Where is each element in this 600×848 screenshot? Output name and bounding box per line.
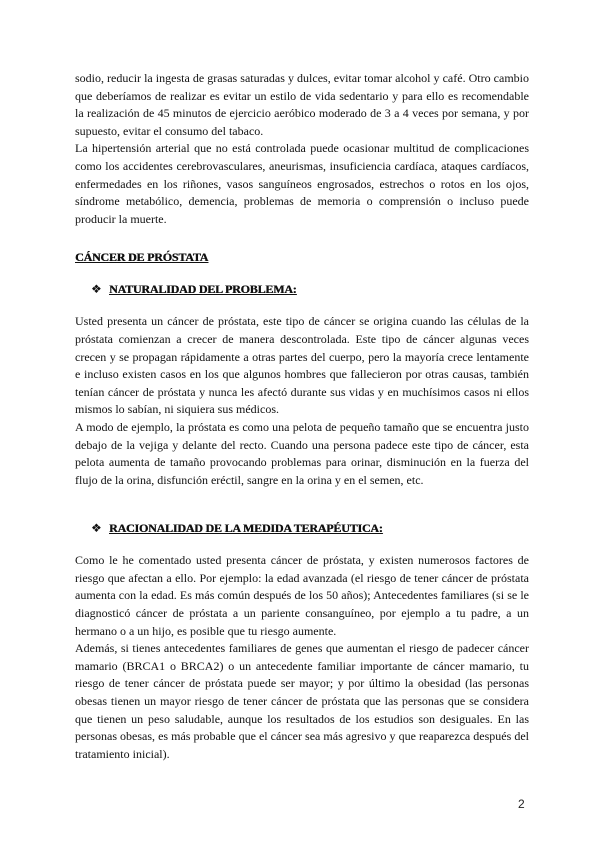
- subsection-heading-racionalidad: [91, 521, 529, 536]
- body-paragraph: A modo de ejemplo, la próstata es como una pelota de pequeño tamaño que se encuentra justo debajo de la vejiga y delante del recto. Cuando una persona padece este tipo de cáncer, esta pelota aumenta de tamaño provocando problemas para orinar, disminución en la fuerza del flujo de la orina, disfunción eréctil, sangre en la orina y en el semen, etc.: [75, 419, 529, 487]
- subsection-title: NATURALIDAD DEL PROBLEMA:: [109, 282, 297, 297]
- diamond-bullet-icon: ❖: [91, 282, 102, 297]
- subsection-heading-naturalidad: [91, 282, 529, 297]
- subsection-title: RACIONALIDAD DE LA MEDIDA TERAPÉUTICA:: [109, 521, 383, 536]
- body-paragraph: Usted presenta un cáncer de próstata, este tipo de cáncer se origina cuando las células de la próstata comienzan a crecer de manera descontrolada. Este tipo de cáncer algunas veces crecen y se propagan rápidamente a otras partes del cuerpo, pero la mayoría crece lentamente e incluso existen casos en los que algunos hombres que fallecieron por otras causas, también tenían cáncer de próstata y nunca les afectó durante sus vidas y en muchísimos casos ni ellos mismos lo sabían, ni siquiera sus médicos.: [75, 314, 529, 417]
- page-number: 2: [518, 797, 525, 811]
- page-content: [75, 70, 529, 763]
- body-paragraph: Además, si tienes antecedentes familiares de genes que aumentan el riesgo de padecer cáncer mamario (BRCA1 o BRCA2) o un antecedente familiar importante de cáncer mamario, tu riesgo de tener cáncer de próstata puede ser mayor; y por último la obesidad (las personas obesas tienen un mayor riesgo de tener cáncer de próstata que las personas que se considera que tienen un peso saludable, aunque los resultados de los estudios son desiguales. En las personas obesas, es más probable que el cáncer sea más agresivo y que reaparezca después del tratamiento inicial).: [75, 641, 529, 761]
- section-heading: CÁNCER DE PRÓSTATA: [75, 250, 209, 265]
- intro-paragraph: sodio, reducir la ingesta de grasas saturadas y dulces, evitar tomar alcohol y café. Otro cambio que deberíamos de realizar es evitar un estilo de vida sedentario y para ello es recomendable la realización de 45 minutos de ejercicio aeróbico moderado de 3 a 4 veces por semana, y por supuesto, evitar el consumo del tabaco.: [75, 71, 529, 138]
- body-paragraph: Como le he comentado usted presenta cáncer de próstata, y existen numerosos factores de riesgo que afectan a ello. Por ejemplo: la edad avanzada (el riesgo de tener cáncer de próstata aumenta con la edad. Es más común después de los 50 años); Antecedentes familiares (si se le diagnosticó cáncer de próstata a un pariente consanguíneo, por ejemplo a tu padre, a un hermano o a un hijo, es posible que tu riesgo aumente.: [75, 553, 529, 638]
- hypertension-paragraph: La hipertensión arterial que no está controlada puede ocasionar multitud de complicaciones como los accidentes cerebrovasculares, aneurismas, insuficiencia cardíaca, ataques cardíacos, enfermedades en los riñones, vasos sanguíneos engrosados, estrechos o rotos en los ojos, síndrome metabólico, demencia, problemas de memoria o comprensión o incluso puede producir la muerte.: [75, 141, 529, 226]
- diamond-bullet-icon: ❖: [91, 521, 102, 536]
